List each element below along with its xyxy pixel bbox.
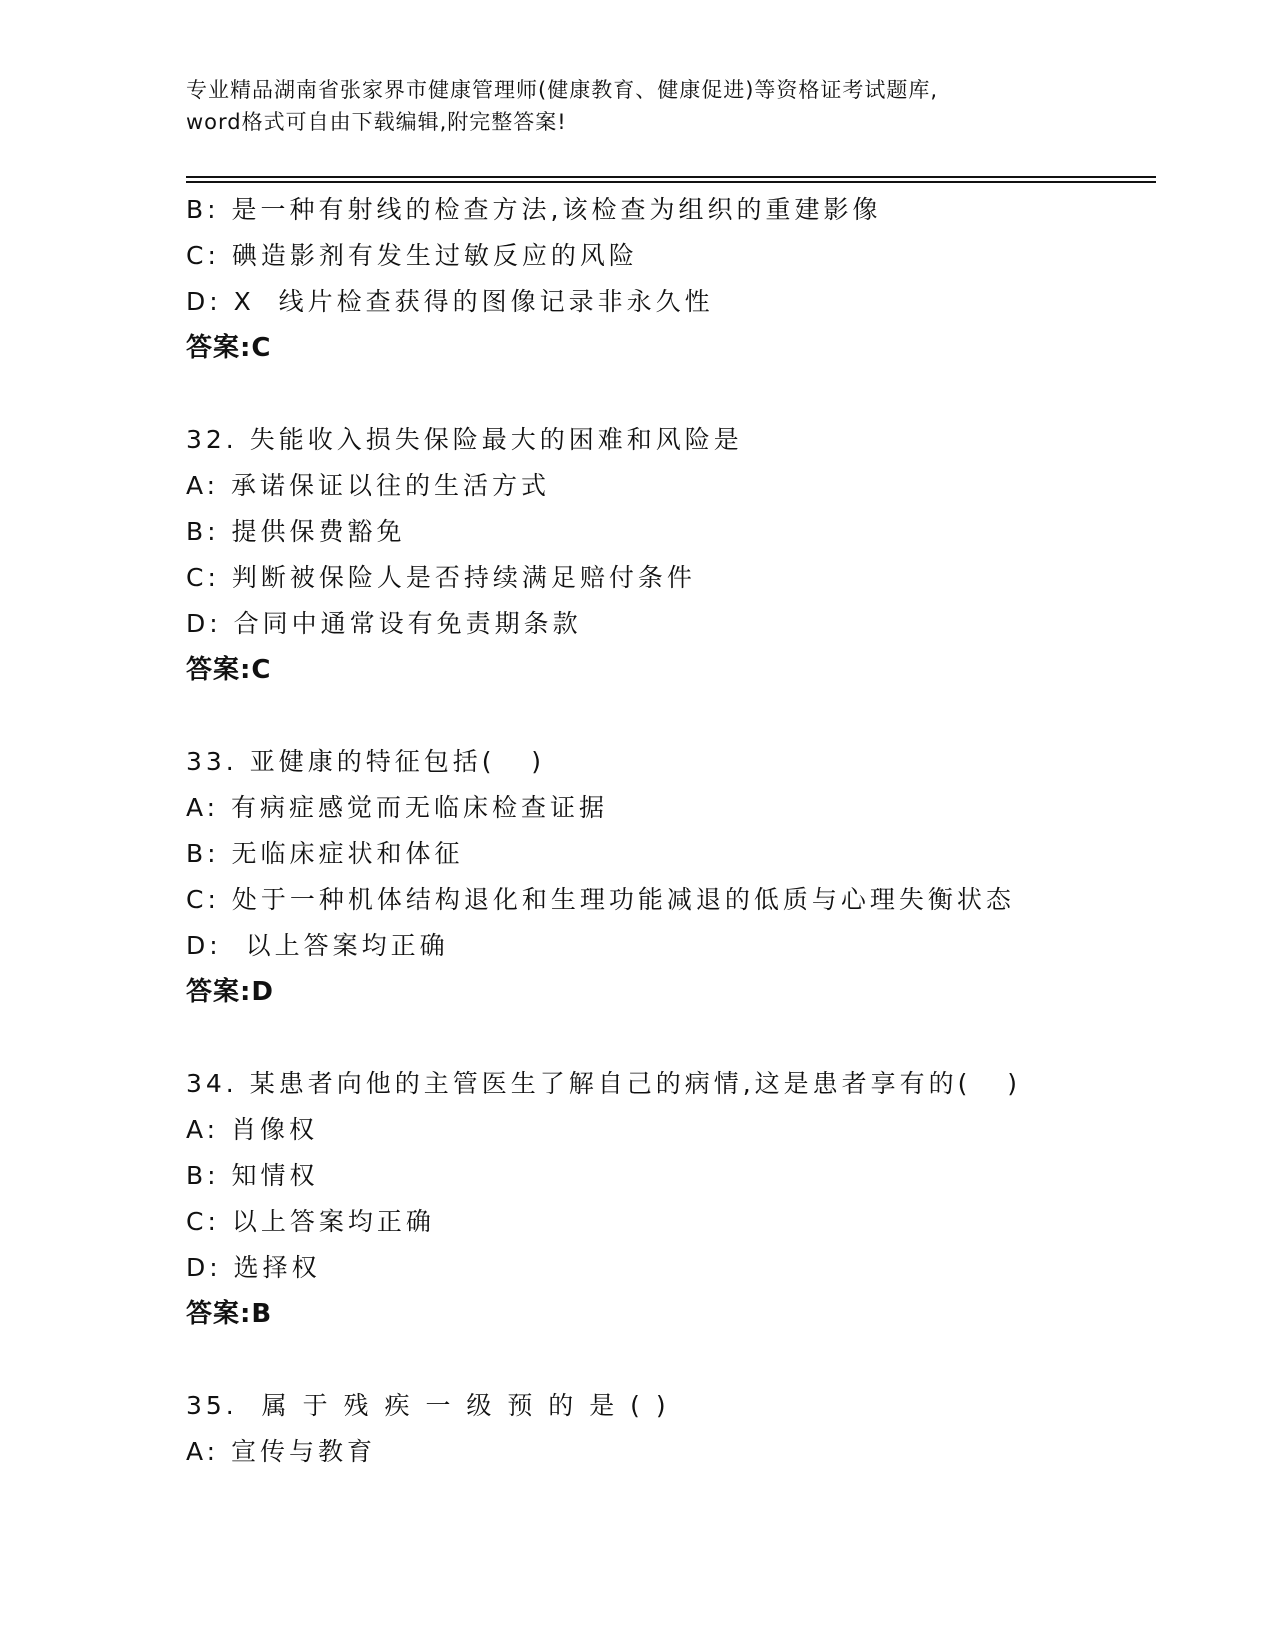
option-d: D: 选择权 <box>186 1253 321 1282</box>
question-list <box>186 187 1186 1475</box>
answer-line: 答案:B <box>186 1299 273 1329</box>
question-block <box>186 739 1186 1015</box>
option-b: B: 提供保费豁免 <box>186 517 406 546</box>
question-stem: 34. 某患者向他的主管医生了解自己的病情,这是患者享有的( ) <box>186 1069 1022 1098</box>
answer-line: 答案:C <box>186 655 272 685</box>
spacer <box>186 1337 1186 1383</box>
option-d: D: X 线片检查获得的图像记录非永久性 <box>186 287 714 316</box>
option-a: A: 宣传与教育 <box>186 1437 377 1466</box>
option-a: A: 肖像权 <box>186 1115 319 1144</box>
option-a: A: 承诺保证以往的生活方式 <box>186 471 551 500</box>
option-c: C: 以上答案均正确 <box>186 1207 435 1236</box>
option-c: C: 判断被保险人是否持续满足赔付条件 <box>186 563 696 592</box>
option-b: B: 知情权 <box>186 1161 319 1190</box>
option-d: D: 合同中通常设有免责期条款 <box>186 609 582 638</box>
question-block <box>186 187 1186 371</box>
spacer <box>186 371 1186 417</box>
spacer <box>186 1015 1186 1061</box>
header-divider-bottom <box>186 181 1156 183</box>
option-b: B: 无临床症状和体征 <box>186 839 464 868</box>
question-block <box>186 1061 1186 1337</box>
option-d: D: 以上答案均正确 <box>186 931 449 960</box>
option-a: A: 有病症感觉而无临床检查证据 <box>186 793 609 822</box>
document-header <box>186 74 1086 138</box>
question-stem: 33. 亚健康的特征包括( ) <box>186 747 546 776</box>
header-title-line-1: 专业精品湖南省张家界市健康管理师(健康教育、健康促进)等资格证考试题库, <box>186 78 939 102</box>
answer-line: 答案:C <box>186 333 272 363</box>
option-c: C: 碘造影剂有发生过敏反应的风险 <box>186 241 638 270</box>
option-c: C: 处于一种机体结构退化和生理功能减退的低质与心理失衡状态 <box>186 885 1015 914</box>
spacer <box>186 693 1186 739</box>
question-block <box>186 1383 1186 1475</box>
question-stem: 35. 属 于 残 疾 一 级 预 的 是 ( ) <box>186 1391 670 1420</box>
header-title-line-2: word格式可自由下载编辑,附完整答案! <box>186 110 567 134</box>
question-stem: 32. 失能收入损失保险最大的困难和风险是 <box>186 425 743 454</box>
option-b: B: 是一种有射线的检查方法,该检查为组织的重建影像 <box>186 195 882 224</box>
question-block <box>186 417 1186 693</box>
answer-line: 答案:D <box>186 977 274 1007</box>
header-divider-top <box>186 176 1156 178</box>
